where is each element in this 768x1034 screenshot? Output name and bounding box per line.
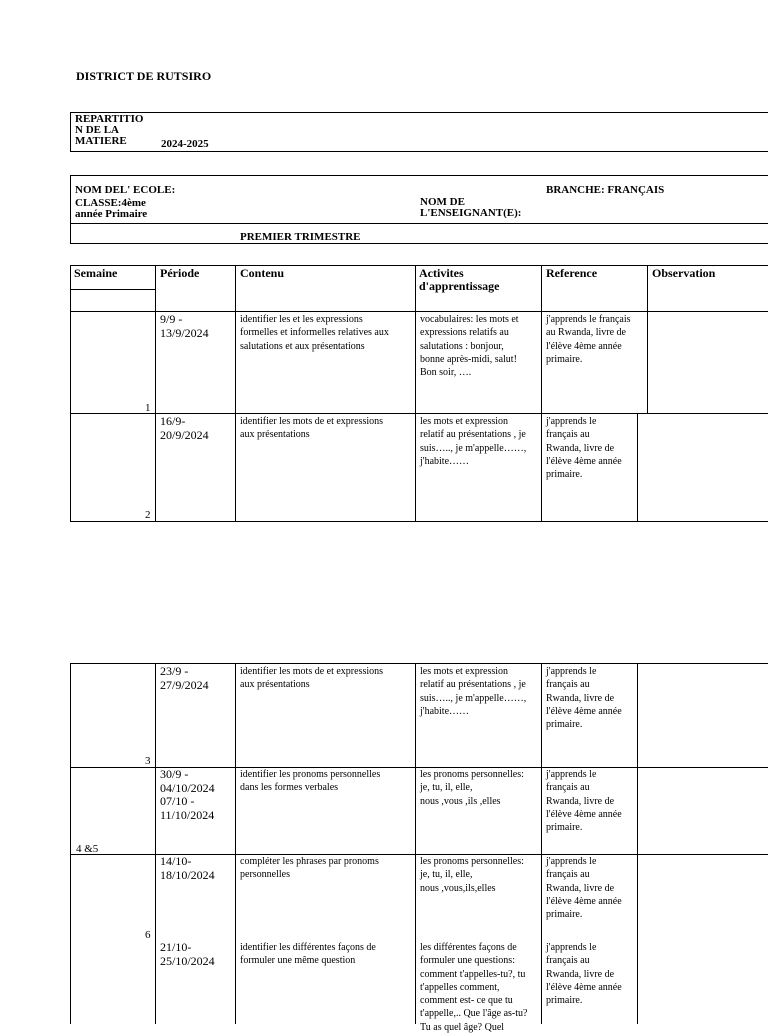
period-cell: 16/9- 20/9/2024 xyxy=(160,414,209,442)
class-label: CLASSE:4ème année Primaire xyxy=(75,197,148,220)
school-year: 2024-2025 xyxy=(161,138,209,150)
content-cell: identifier les différentes façons de formuler une même question xyxy=(240,942,376,967)
period-cell: 30/9 - 04/10/2024 07/10 - 11/10/2024 xyxy=(160,767,215,822)
col-header-periode: Période xyxy=(160,266,200,280)
reference-cell: j'apprends le français au Rwanda, livre de l'élève 4ème année primaire. xyxy=(546,666,622,731)
reference-cell: j'apprends le français au Rwanda, livre de l'élève 4ème année primaire. xyxy=(546,942,622,1007)
period-cell: 14/10- 18/10/2024 xyxy=(160,854,215,882)
content-cell: identifier les et les expressions formelles et informelles relatives aux salutations et aux présentations xyxy=(240,314,389,352)
col-header-activites: Activites d'apprentissage xyxy=(419,266,500,293)
week-number: 4 &5 xyxy=(76,843,99,855)
period-cell: 21/10- 25/10/2024 xyxy=(160,940,215,968)
content-cell: compléter les phrases par pronoms personnelles xyxy=(240,856,379,881)
content-cell: identifier les pronoms personnelles dans les formes verbales xyxy=(240,769,381,794)
content-cell: identifier les mots de et expressions aux présentations xyxy=(240,416,384,441)
activities-cell: les différentes façons de formuler une questions: comment t'appelles-tu?, tu t'appelles comment, comment est- ce que tu t'appelle,.. Que l'âge as-tu? Tu as quel âge? Quel xyxy=(420,942,528,1033)
week-number: 3 xyxy=(145,755,151,767)
col-header-reference: Reference xyxy=(546,266,598,280)
activities-cell: les mots et expression relatif au présentations , je suis….., je m'appelle……, j'habite…… xyxy=(420,416,527,467)
reference-cell: j'apprends le français au Rwanda, livre de l'élève 4ème année primaire. xyxy=(546,856,622,921)
activities-cell: vocabulaires: les mots et expressions relatifs au salutations : bonjour, bonne après-midi, salut! Bon soir, …. xyxy=(420,314,519,379)
reference-cell: j'apprends le français au Rwanda, livre de l'élève 4ème année primaire. xyxy=(546,769,622,834)
header-border xyxy=(70,175,71,244)
week-number: 6 xyxy=(145,929,151,941)
period-cell: 23/9 - 27/9/2024 xyxy=(160,664,209,692)
col-header-contenu: Contenu xyxy=(240,266,285,280)
reference-cell: j'apprends le français au Rwanda, livre de l'élève 4ème année primaire. xyxy=(546,314,631,365)
district-title: DISTRICT DE RUTSIRO xyxy=(76,69,212,83)
col-header-semaine: Semaine xyxy=(74,266,118,280)
period-cell: 9/9 - 13/9/2024 xyxy=(160,312,209,340)
activities-cell: les pronoms personnelles: je, tu, il, elle, nous ,vous,ils,elles xyxy=(420,856,524,894)
header-rule xyxy=(70,112,768,113)
header-rule xyxy=(70,151,768,152)
activities-cell: les pronoms personnelles: je, tu, il, elle, nous ,vous ,ils ,elles xyxy=(420,769,524,807)
header-rule xyxy=(70,243,768,244)
activities-cell: les mots et expression relatif au présentations , je suis….., je m'appelle……, j'habite…… xyxy=(420,666,527,717)
school-name-label: NOM DEL' ECOLE: xyxy=(75,184,176,196)
header-rule xyxy=(70,175,768,176)
header-border xyxy=(70,112,71,152)
teacher-label: NOM DE L'ENSEIGNANT(E): xyxy=(420,196,522,219)
header-rule xyxy=(70,223,768,224)
content-cell: identifier les mots de et expressions aux présentations xyxy=(240,666,384,691)
trimester-title: PREMIER TRIMESTRE xyxy=(240,231,361,243)
week-number: 2 xyxy=(145,509,151,521)
repartition-label: REPARTITIO N DE LA MATIERE xyxy=(75,113,144,147)
week-number: 1 xyxy=(145,402,151,414)
col-header-observation: Observation xyxy=(652,266,716,280)
reference-cell: j'apprends le français au Rwanda, livre de l'élève 4ème année primaire. xyxy=(546,416,622,481)
branch-label: BRANCHE: FRANÇAIS xyxy=(546,184,665,196)
